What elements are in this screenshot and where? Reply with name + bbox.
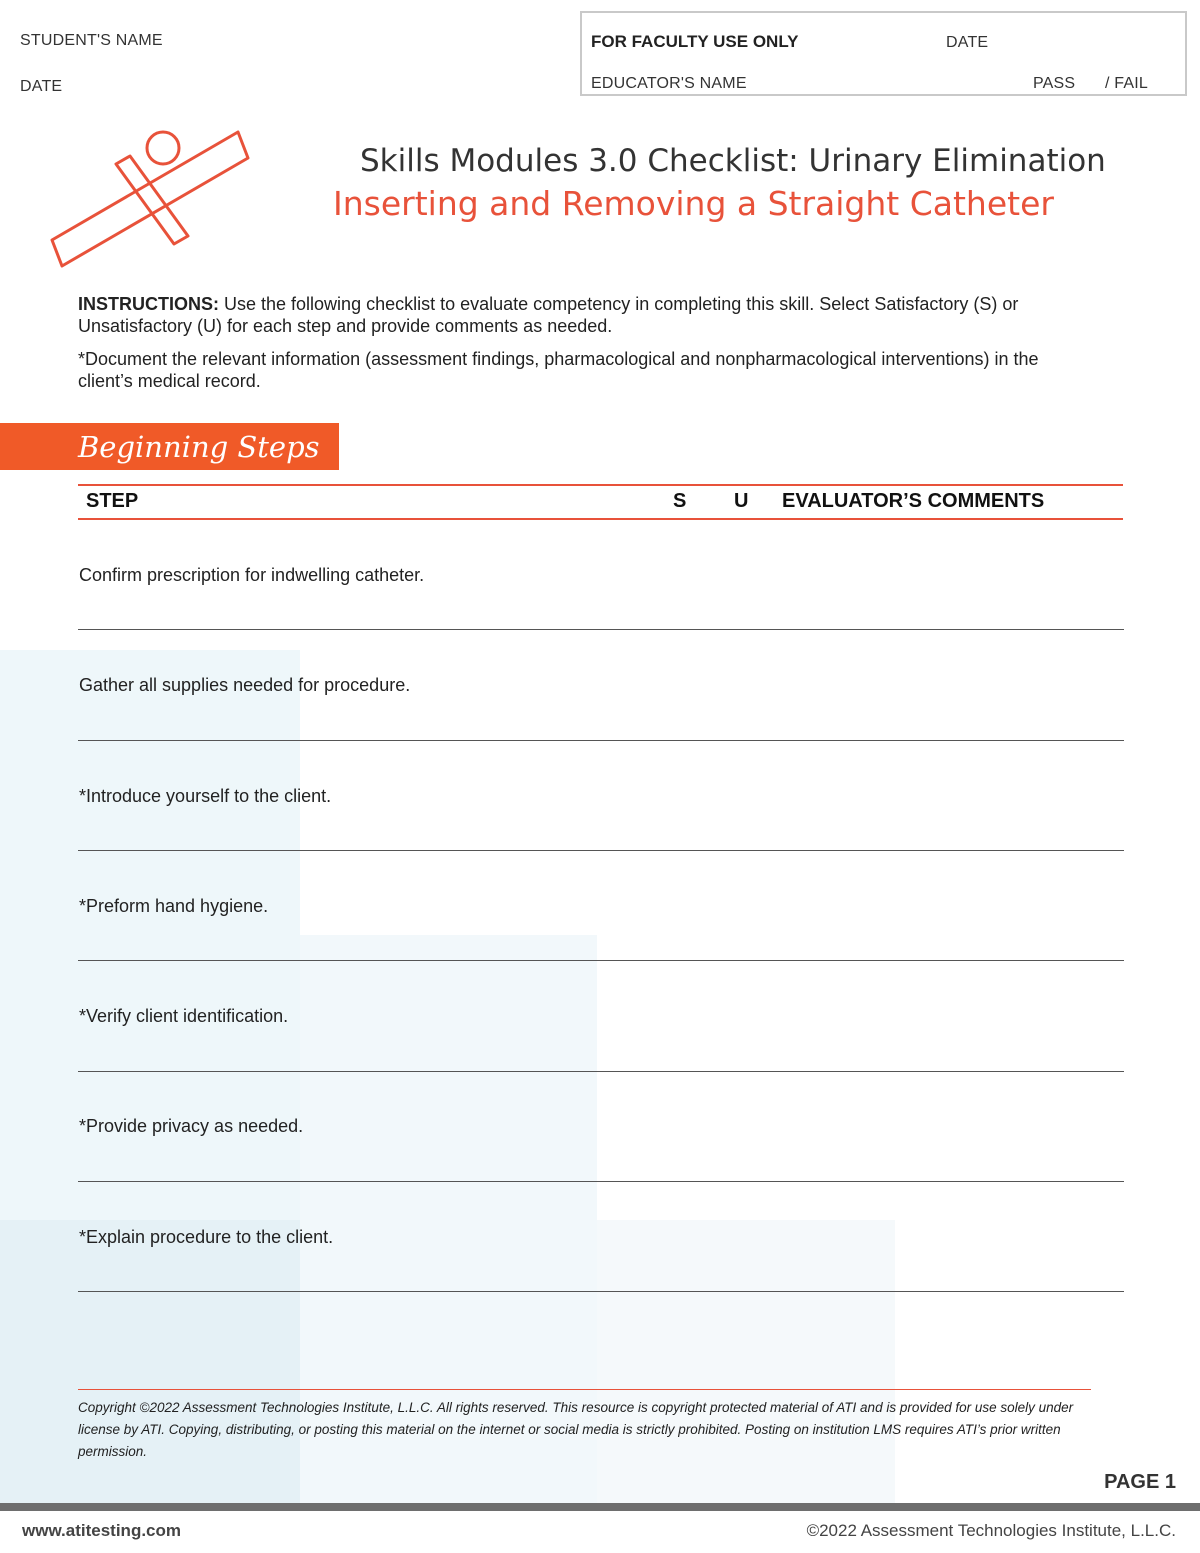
step-divider — [78, 1291, 1124, 1292]
section-header-bar — [0, 423, 339, 470]
step-divider — [78, 629, 1124, 630]
faculty-use-box — [580, 11, 1187, 96]
copyright-notice: Copyright ©2022 Assessment Technologies Institute, L.L.C. All rights reserved. This resource is copyright protected material of ATI and is provided for use solely under license by ATI. Copying, distributing, or posting this material on the internet or social media is strictly prohibited. Posting on institution LMS requires ATI’s prior written permission. — [78, 1400, 1074, 1459]
step-row: *Introduce yourself to the client. — [79, 786, 332, 806]
instructions-text: Use the following checklist to evaluate competency in completing this skill. Select Satisfactory (S) or Unsatisfactory (U) for each step and provide comments as needed. — [78, 294, 1019, 336]
table-header-top-rule — [78, 484, 1123, 486]
table-header-bottom-rule — [78, 518, 1123, 520]
step-row: *Preform hand hygiene. — [79, 896, 269, 916]
column-header-u: U — [734, 490, 749, 512]
page-subtitle: Inserting and Removing a Straight Catheter — [333, 184, 1054, 223]
step-row: Gather all supplies needed for procedure. — [79, 675, 411, 695]
instructions — [78, 293, 1058, 337]
website-link[interactable]: www.atitesting.com — [22, 1521, 182, 1540]
student-date-label: DATE — [20, 78, 63, 95]
column-header-comments: EVALUATOR’S COMMENTS — [782, 490, 1045, 512]
step-row: *Explain procedure to the client. — [79, 1227, 334, 1247]
educator-name-label: EDUCATOR'S NAME — [591, 75, 747, 92]
page-title: Skills Modules 3.0 Checklist: Urinary Elimination — [360, 143, 1106, 179]
instructions-note: *Document the relevant information (assessment findings, pharmacological and nonpharmacological interventions) in the client’s medical record. — [78, 349, 1039, 391]
step-divider — [78, 740, 1124, 741]
column-header-step: STEP — [86, 490, 139, 512]
step-row: *Provide privacy as needed. — [79, 1116, 304, 1136]
instructions-lead: INSTRUCTIONS: — [78, 294, 219, 314]
footer-rule — [78, 1389, 1091, 1390]
student-name-label: STUDENT'S NAME — [20, 32, 163, 49]
column-header-s: S — [673, 490, 687, 512]
faculty-title: FOR FACULTY USE ONLY — [591, 32, 799, 51]
step-row: Confirm prescription for indwelling catheter. — [79, 565, 425, 585]
step-divider — [78, 1181, 1124, 1182]
step-row: *Verify client identification. — [79, 1006, 289, 1026]
step-divider — [78, 960, 1124, 961]
footer-company: ©2022 Assessment Technologies Institute, L.L.C. — [806, 1521, 1176, 1540]
page-number: PAGE 1 — [1104, 1471, 1176, 1493]
step-divider — [78, 850, 1124, 851]
section-title: Beginning Steps — [78, 430, 320, 464]
fail-label: / FAIL — [1105, 75, 1148, 92]
faculty-date-label: DATE — [946, 34, 989, 51]
pass-label: PASS — [1033, 75, 1076, 92]
ati-logo-icon — [40, 120, 260, 270]
footer-bar — [0, 1503, 1200, 1511]
step-divider — [78, 1071, 1124, 1072]
